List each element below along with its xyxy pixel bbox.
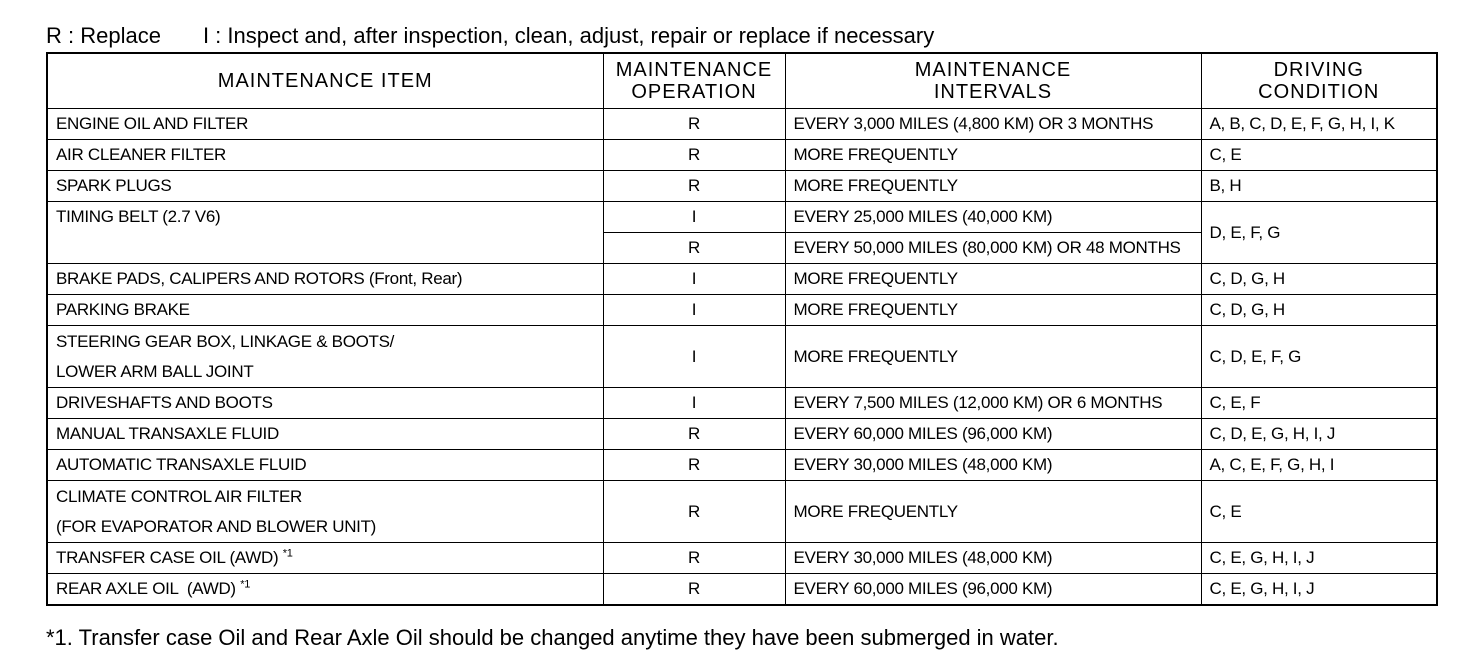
condition-cell: C, E <box>1201 481 1437 543</box>
interval-cell: MORE FREQUENTLY <box>785 264 1201 295</box>
table-row <box>47 109 1437 140</box>
operation-cell: R <box>603 481 785 543</box>
interval-cell: EVERY 60,000 MILES (96,000 KM) <box>785 574 1201 606</box>
item-line1: CLIMATE CONTROL AIR FILTER <box>56 486 302 506</box>
table-row <box>47 264 1437 295</box>
operation-cell: I <box>603 202 785 233</box>
item-text: REAR AXLE OIL (AWD) <box>56 579 236 598</box>
item-cell: DRIVESHAFTS AND BOOTS <box>47 388 603 419</box>
item-line2: LOWER ARM BALL JOINT <box>56 361 254 381</box>
operation-cell: I <box>603 295 785 326</box>
item-cell <box>47 326 603 388</box>
interval-cell: EVERY 25,000 MILES (40,000 KM) <box>785 202 1201 233</box>
condition-cell: C, E <box>1201 140 1437 171</box>
condition-cell: C, E, G, H, I, J <box>1201 574 1437 606</box>
header-intervals-line2: INTERVALS <box>933 81 1053 103</box>
condition-cell: C, D, E, G, H, I, J <box>1201 419 1437 450</box>
interval-cell: MORE FREQUENTLY <box>785 295 1201 326</box>
interval-cell: MORE FREQUENTLY <box>785 326 1201 388</box>
operation-cell: I <box>603 326 785 388</box>
maintenance-table <box>46 52 1438 606</box>
interval-cell: MORE FREQUENTLY <box>785 481 1201 543</box>
header-maintenance-item <box>47 53 603 109</box>
operation-cell: R <box>603 419 785 450</box>
footnote-marker: *1 <box>282 547 293 560</box>
footnote-marker: *1 <box>240 578 251 591</box>
table-row <box>47 543 1437 574</box>
table-row <box>47 326 1437 388</box>
table-row <box>47 202 1437 233</box>
table-row <box>47 388 1437 419</box>
interval-cell: EVERY 7,500 MILES (12,000 KM) OR 6 MONTHS <box>785 388 1201 419</box>
item-cell: ENGINE OIL AND FILTER <box>47 109 603 140</box>
item-text: TRANSFER CASE OIL (AWD) <box>56 548 279 567</box>
legend <box>46 22 934 50</box>
table-row <box>47 295 1437 326</box>
item-cell: BRAKE PADS, CALIPERS AND ROTORS (Front, Rear) <box>47 264 603 295</box>
condition-cell: C, D, G, H <box>1201 295 1437 326</box>
header-item-label: MAINTENANCE ITEM <box>217 70 433 92</box>
item-cell <box>47 574 603 606</box>
item-cell <box>47 481 603 543</box>
header-operation-line2: OPERATION <box>631 81 757 103</box>
condition-cell: A, C, E, F, G, H, I <box>1201 450 1437 481</box>
header-driving-condition <box>1201 53 1437 109</box>
table-row <box>47 450 1437 481</box>
operation-cell: I <box>603 264 785 295</box>
condition-cell: C, D, G, H <box>1201 264 1437 295</box>
table-row <box>47 481 1437 543</box>
item-cell: PARKING BRAKE <box>47 295 603 326</box>
interval-cell: EVERY 3,000 MILES (4,800 KM) OR 3 MONTHS <box>785 109 1201 140</box>
legend-inspect: I : Inspect and, after inspection, clean, adjust, repair or replace if necessary <box>202 23 935 48</box>
header-intervals-line1: MAINTENANCE <box>914 59 1072 81</box>
interval-cell: EVERY 30,000 MILES (48,000 KM) <box>785 450 1201 481</box>
condition-cell: B, H <box>1201 171 1437 202</box>
operation-cell-second: R <box>603 233 785 264</box>
condition-cell: C, E, F <box>1201 388 1437 419</box>
item-cell: TIMING BELT (2.7 V6) <box>47 202 603 264</box>
header-operation-line1: MAINTENANCE <box>615 59 773 81</box>
item-line1: STEERING GEAR BOX, LINKAGE & BOOTS/ <box>56 331 395 351</box>
interval-cell: EVERY 30,000 MILES (48,000 KM) <box>785 543 1201 574</box>
condition-cell: C, E, G, H, I, J <box>1201 543 1437 574</box>
condition-cell: A, B, C, D, E, F, G, H, I, K <box>1201 109 1437 140</box>
operation-cell: R <box>603 171 785 202</box>
operation-cell: R <box>603 140 785 171</box>
operation-cell: R <box>603 543 785 574</box>
item-cell: MANUAL TRANSAXLE FLUID <box>47 419 603 450</box>
header-row <box>47 53 1437 109</box>
operation-cell: I <box>603 388 785 419</box>
header-condition-line1: DRIVING <box>1273 59 1364 81</box>
condition-cell: D, E, F, G <box>1201 202 1437 264</box>
header-maintenance-operation <box>603 53 785 109</box>
table-row <box>47 419 1437 450</box>
item-cell: SPARK PLUGS <box>47 171 603 202</box>
item-cell <box>47 543 603 574</box>
interval-cell: MORE FREQUENTLY <box>785 171 1201 202</box>
table-row <box>47 574 1437 606</box>
item-cell: AUTOMATIC TRANSAXLE FLUID <box>47 450 603 481</box>
header-maintenance-intervals <box>785 53 1201 109</box>
interval-cell: MORE FREQUENTLY <box>785 140 1201 171</box>
item-cell: AIR CLEANER FILTER <box>47 140 603 171</box>
table-row <box>47 140 1437 171</box>
header-condition-line2: CONDITION <box>1258 81 1380 103</box>
table-row <box>47 171 1437 202</box>
footnote: *1. Transfer case Oil and Rear Axle Oil should be changed anytime they have been submerged in water. <box>46 625 1059 650</box>
interval-cell: EVERY 60,000 MILES (96,000 KM) <box>785 419 1201 450</box>
operation-cell: R <box>603 450 785 481</box>
condition-cell: C, D, E, F, G <box>1201 326 1437 388</box>
item-line2: (FOR EVAPORATOR AND BLOWER UNIT) <box>56 516 377 536</box>
operation-cell: R <box>603 109 785 140</box>
legend-replace: R : Replace <box>46 23 161 48</box>
interval-cell-second: EVERY 50,000 MILES (80,000 KM) OR 48 MONTHS <box>785 233 1201 264</box>
operation-cell: R <box>603 574 785 606</box>
